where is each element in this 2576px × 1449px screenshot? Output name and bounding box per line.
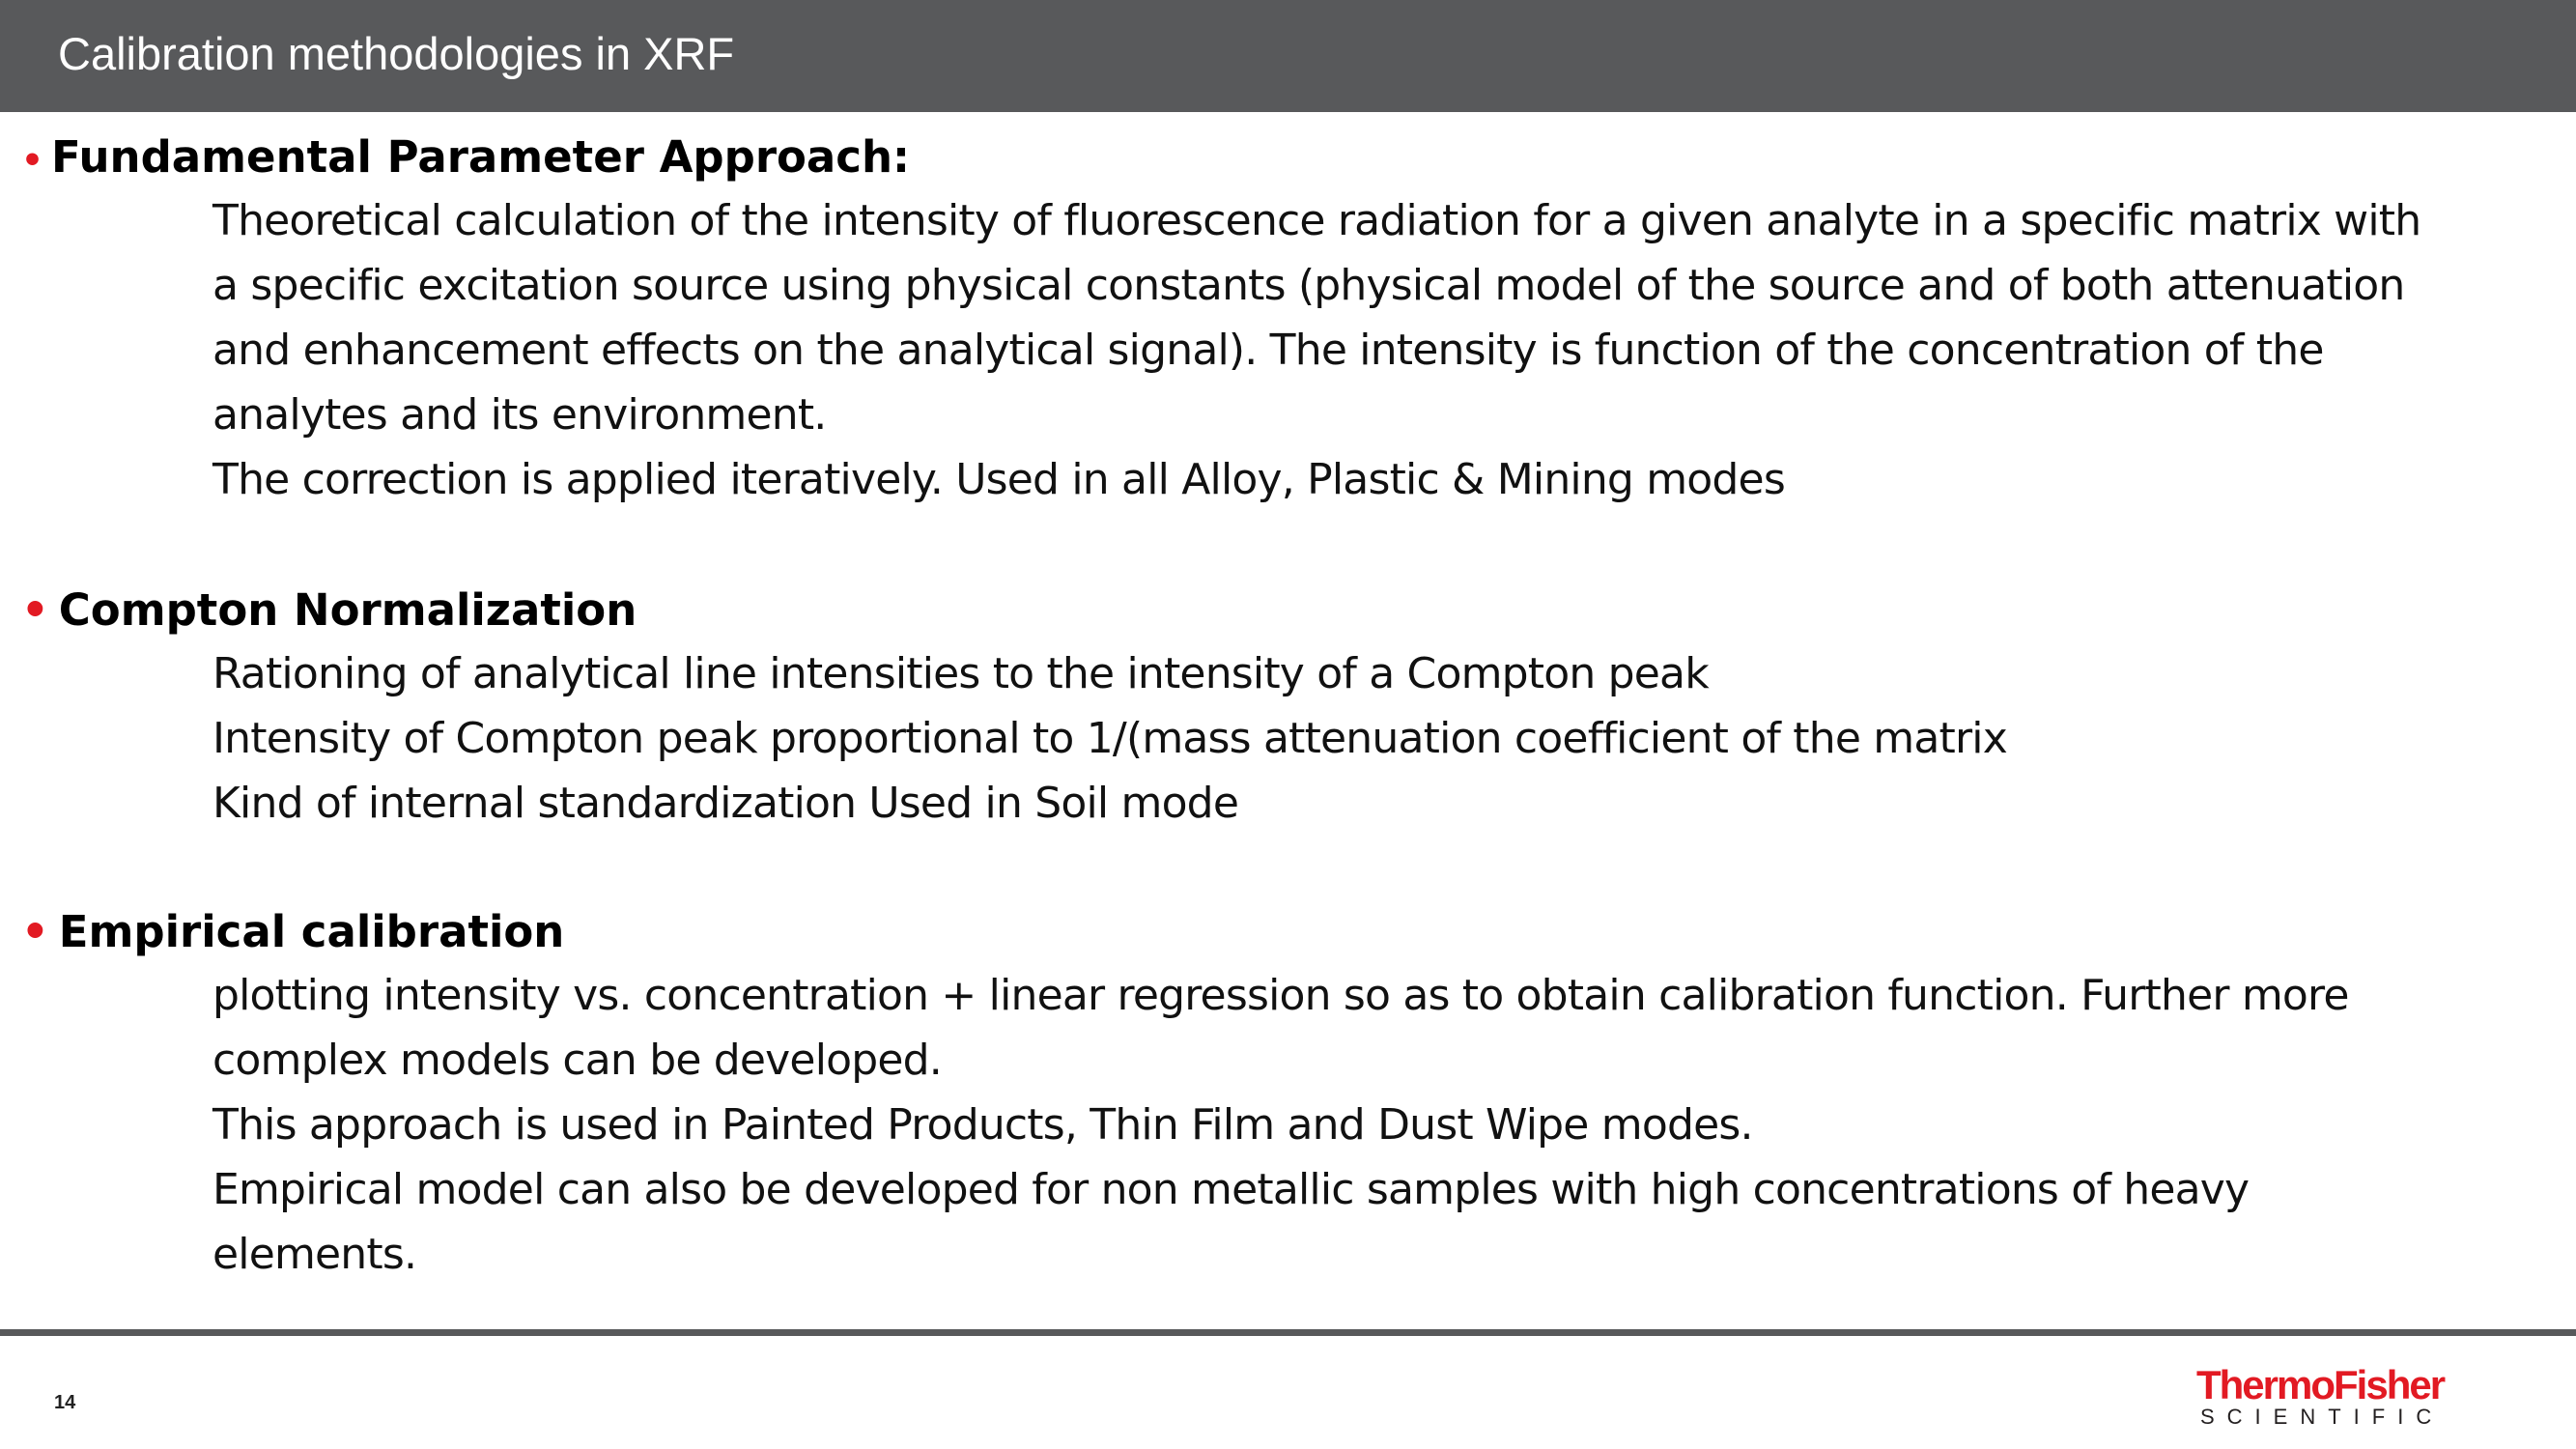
section-line: Empirical model can also be developed for non metallic samples with high concentrations of heavy xyxy=(212,1165,2250,1214)
section-line: complex models can be developed. xyxy=(212,1036,942,1085)
section-line: analytes and its environment. xyxy=(212,390,827,440)
section-heading: Compton Normalization xyxy=(58,584,637,636)
logo-wordmark: ThermoFisher xyxy=(2196,1362,2445,1407)
page-number: 14 xyxy=(54,1392,76,1413)
thermo-fisher-logo xyxy=(2193,1362,2463,1430)
bullet-icon: • xyxy=(21,906,49,957)
section-line: plotting intensity vs. concentration + linear regression so as to obtain calibration function. Further more xyxy=(212,971,2349,1020)
section-line: a specific excitation source using physical constants (physical model of the source and of both attenuation xyxy=(212,261,2405,310)
section-line: and enhancement effects on the analytical signal). The intensity is function of the concentration of the xyxy=(212,326,2324,375)
section-line: The correction is applied iteratively. Used in all Alloy, Plastic & Mining modes xyxy=(212,455,1785,504)
section-line: Intensity of Compton peak proportional to 1/(mass attenuation coefficient of the matrix xyxy=(212,714,2007,763)
footer-divider xyxy=(0,1329,2576,1336)
slide-title: Calibration methodologies in XRF xyxy=(58,28,735,79)
section-heading: Empirical calibration xyxy=(58,906,565,957)
logo-subtitle: SCIENTIFIC xyxy=(2200,1405,2445,1429)
section-line: elements. xyxy=(212,1230,417,1279)
section-line: Theoretical calculation of the intensity of fluorescence radiation for a given analyte in a specific matrix with xyxy=(212,196,2421,245)
bullet-heading-compton-normalization xyxy=(21,584,637,636)
bullet-icon: • xyxy=(21,584,49,636)
section-line: Kind of internal standardization Used in Soil mode xyxy=(212,779,1239,828)
bullet-heading-empirical-calibration xyxy=(21,906,564,957)
bullet-heading-fundamental-parameter xyxy=(21,131,910,183)
section-line: This approach is used in Painted Products, Thin Film and Dust Wipe modes. xyxy=(212,1100,1753,1150)
section-line: Rationing of analytical line intensities to the intensity of a Compton peak xyxy=(212,649,1709,698)
section-heading: Fundamental Parameter Approach: xyxy=(51,131,911,183)
bullet-icon: • xyxy=(21,141,44,181)
